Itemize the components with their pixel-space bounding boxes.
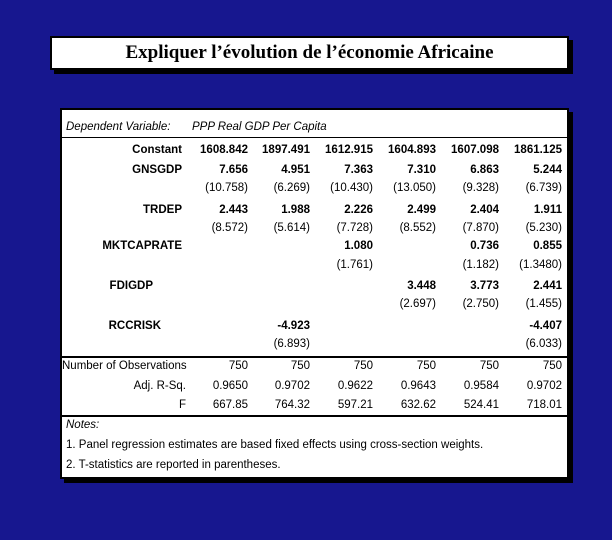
coefficient-cell: 1.080: [344, 240, 373, 252]
coefficient-cell: 1861.125: [514, 144, 562, 156]
coefficient-cell: 7.310: [407, 164, 436, 176]
coefficient-cell: 6.863: [470, 164, 499, 176]
regressor-label: FDIGDP: [109, 280, 153, 292]
t-statistic-cell: (8.572): [211, 222, 248, 234]
notes-heading: Notes:: [66, 419, 100, 431]
coefficient-cell: 3.448: [407, 280, 436, 292]
statistic-cell: 667.85: [212, 399, 248, 411]
regression-table: [60, 108, 569, 479]
statistic-cell: 750: [290, 360, 310, 372]
coefficient-cell: 2.404: [470, 204, 499, 216]
t-statistic-cell: (6.033): [525, 338, 562, 350]
coefficient-cell: 1608.842: [200, 144, 248, 156]
regressor-label: TRDEP: [143, 204, 182, 216]
coefficient-cell: 1604.893: [388, 144, 436, 156]
t-statistic-cell: (10.758): [205, 182, 248, 194]
statistic-label: F: [178, 399, 186, 411]
statistic-cell: 750: [542, 360, 562, 372]
coefficient-cell: 1607.098: [451, 144, 499, 156]
statistic-cell: 524.41: [463, 399, 499, 411]
t-statistic-cell: (6.893): [273, 338, 310, 350]
coefficient-cell: 7.363: [344, 164, 373, 176]
coefficient-cell: 0.736: [470, 240, 499, 252]
t-statistic-cell: (13.050): [393, 182, 436, 194]
coefficient-cell: 5.244: [533, 164, 562, 176]
coefficient-cell: 3.773: [470, 280, 499, 292]
t-statistic-cell: (10.430): [330, 182, 373, 194]
t-statistic-cell: (1.182): [462, 259, 499, 271]
statistic-label: Adj. R-Sq.: [133, 380, 186, 392]
t-statistic-cell: (5.614): [273, 222, 310, 234]
coefficient-cell: 2.443: [219, 204, 248, 216]
header-divider: [62, 137, 567, 138]
statistic-label: Number of Observations: [62, 360, 187, 372]
statistic-cell: 718.01: [526, 399, 562, 411]
coefficient-cell: -4.923: [277, 320, 310, 332]
t-statistic-cell: (5.230): [525, 222, 562, 234]
statistic-cell: 764.32: [274, 399, 310, 411]
coefficient-cell: 7.656: [219, 164, 248, 176]
t-statistic-cell: (1.455): [525, 298, 562, 310]
t-statistic-cell: (6.269): [273, 182, 310, 194]
statistic-cell: 0.9643: [400, 380, 436, 392]
slide-title-text: Expliquer l’évolution de l’économie Africaine: [125, 42, 494, 63]
dependent-variable-label: Dependent Variable:: [66, 121, 171, 133]
note-item: 1. Panel regression estimates are based fixed effects using cross-section weights.: [66, 439, 484, 451]
coefficient-cell: 2.441: [533, 280, 562, 292]
coefficient-cell: 0.855: [533, 240, 562, 252]
notes-divider: [62, 415, 567, 417]
statistic-cell: 0.9622: [337, 380, 373, 392]
coefficient-cell: 1897.491: [262, 144, 310, 156]
statistic-cell: 750: [228, 360, 248, 372]
statistic-cell: 0.9702: [526, 380, 562, 392]
coefficient-cell: -4.407: [529, 320, 562, 332]
dependent-variable-value: PPP Real GDP Per Capita: [192, 121, 327, 133]
t-statistic-cell: (8.552): [399, 222, 436, 234]
t-statistic-cell: (6.739): [525, 182, 562, 194]
t-statistic-cell: (2.750): [462, 298, 499, 310]
slide-title: [50, 36, 569, 70]
statistic-cell: 750: [353, 360, 373, 372]
statistic-cell: 632.62: [400, 399, 436, 411]
statistic-cell: 0.9702: [274, 380, 310, 392]
note-item: 2. T-statistics are reported in parentheses.: [66, 459, 281, 471]
regressor-label: RCCRISK: [108, 320, 161, 332]
coefficient-cell: 2.226: [344, 204, 373, 216]
coefficient-cell: 1612.915: [325, 144, 373, 156]
stats-divider: [62, 356, 567, 358]
t-statistic-cell: (2.697): [399, 298, 436, 310]
t-statistic-cell: (7.870): [462, 222, 499, 234]
statistic-cell: 0.9584: [463, 380, 499, 392]
regressor-label: MKTCAPRATE: [102, 240, 182, 252]
coefficient-cell: 4.951: [281, 164, 310, 176]
regressor-label: Constant: [132, 144, 182, 156]
t-statistic-cell: (9.328): [462, 182, 499, 194]
statistic-cell: 597.21: [337, 399, 373, 411]
t-statistic-cell: (1.761): [336, 259, 373, 271]
regressor-label: GNSGDP: [132, 164, 182, 176]
statistic-cell: 750: [416, 360, 436, 372]
coefficient-cell: 2.499: [407, 204, 436, 216]
statistic-cell: 750: [479, 360, 499, 372]
t-statistic-cell: (7.728): [336, 222, 373, 234]
t-statistic-cell: (1.3480): [519, 259, 562, 271]
coefficient-cell: 1.911: [533, 204, 562, 216]
coefficient-cell: 1.988: [281, 204, 310, 216]
statistic-cell: 0.9650: [212, 380, 248, 392]
